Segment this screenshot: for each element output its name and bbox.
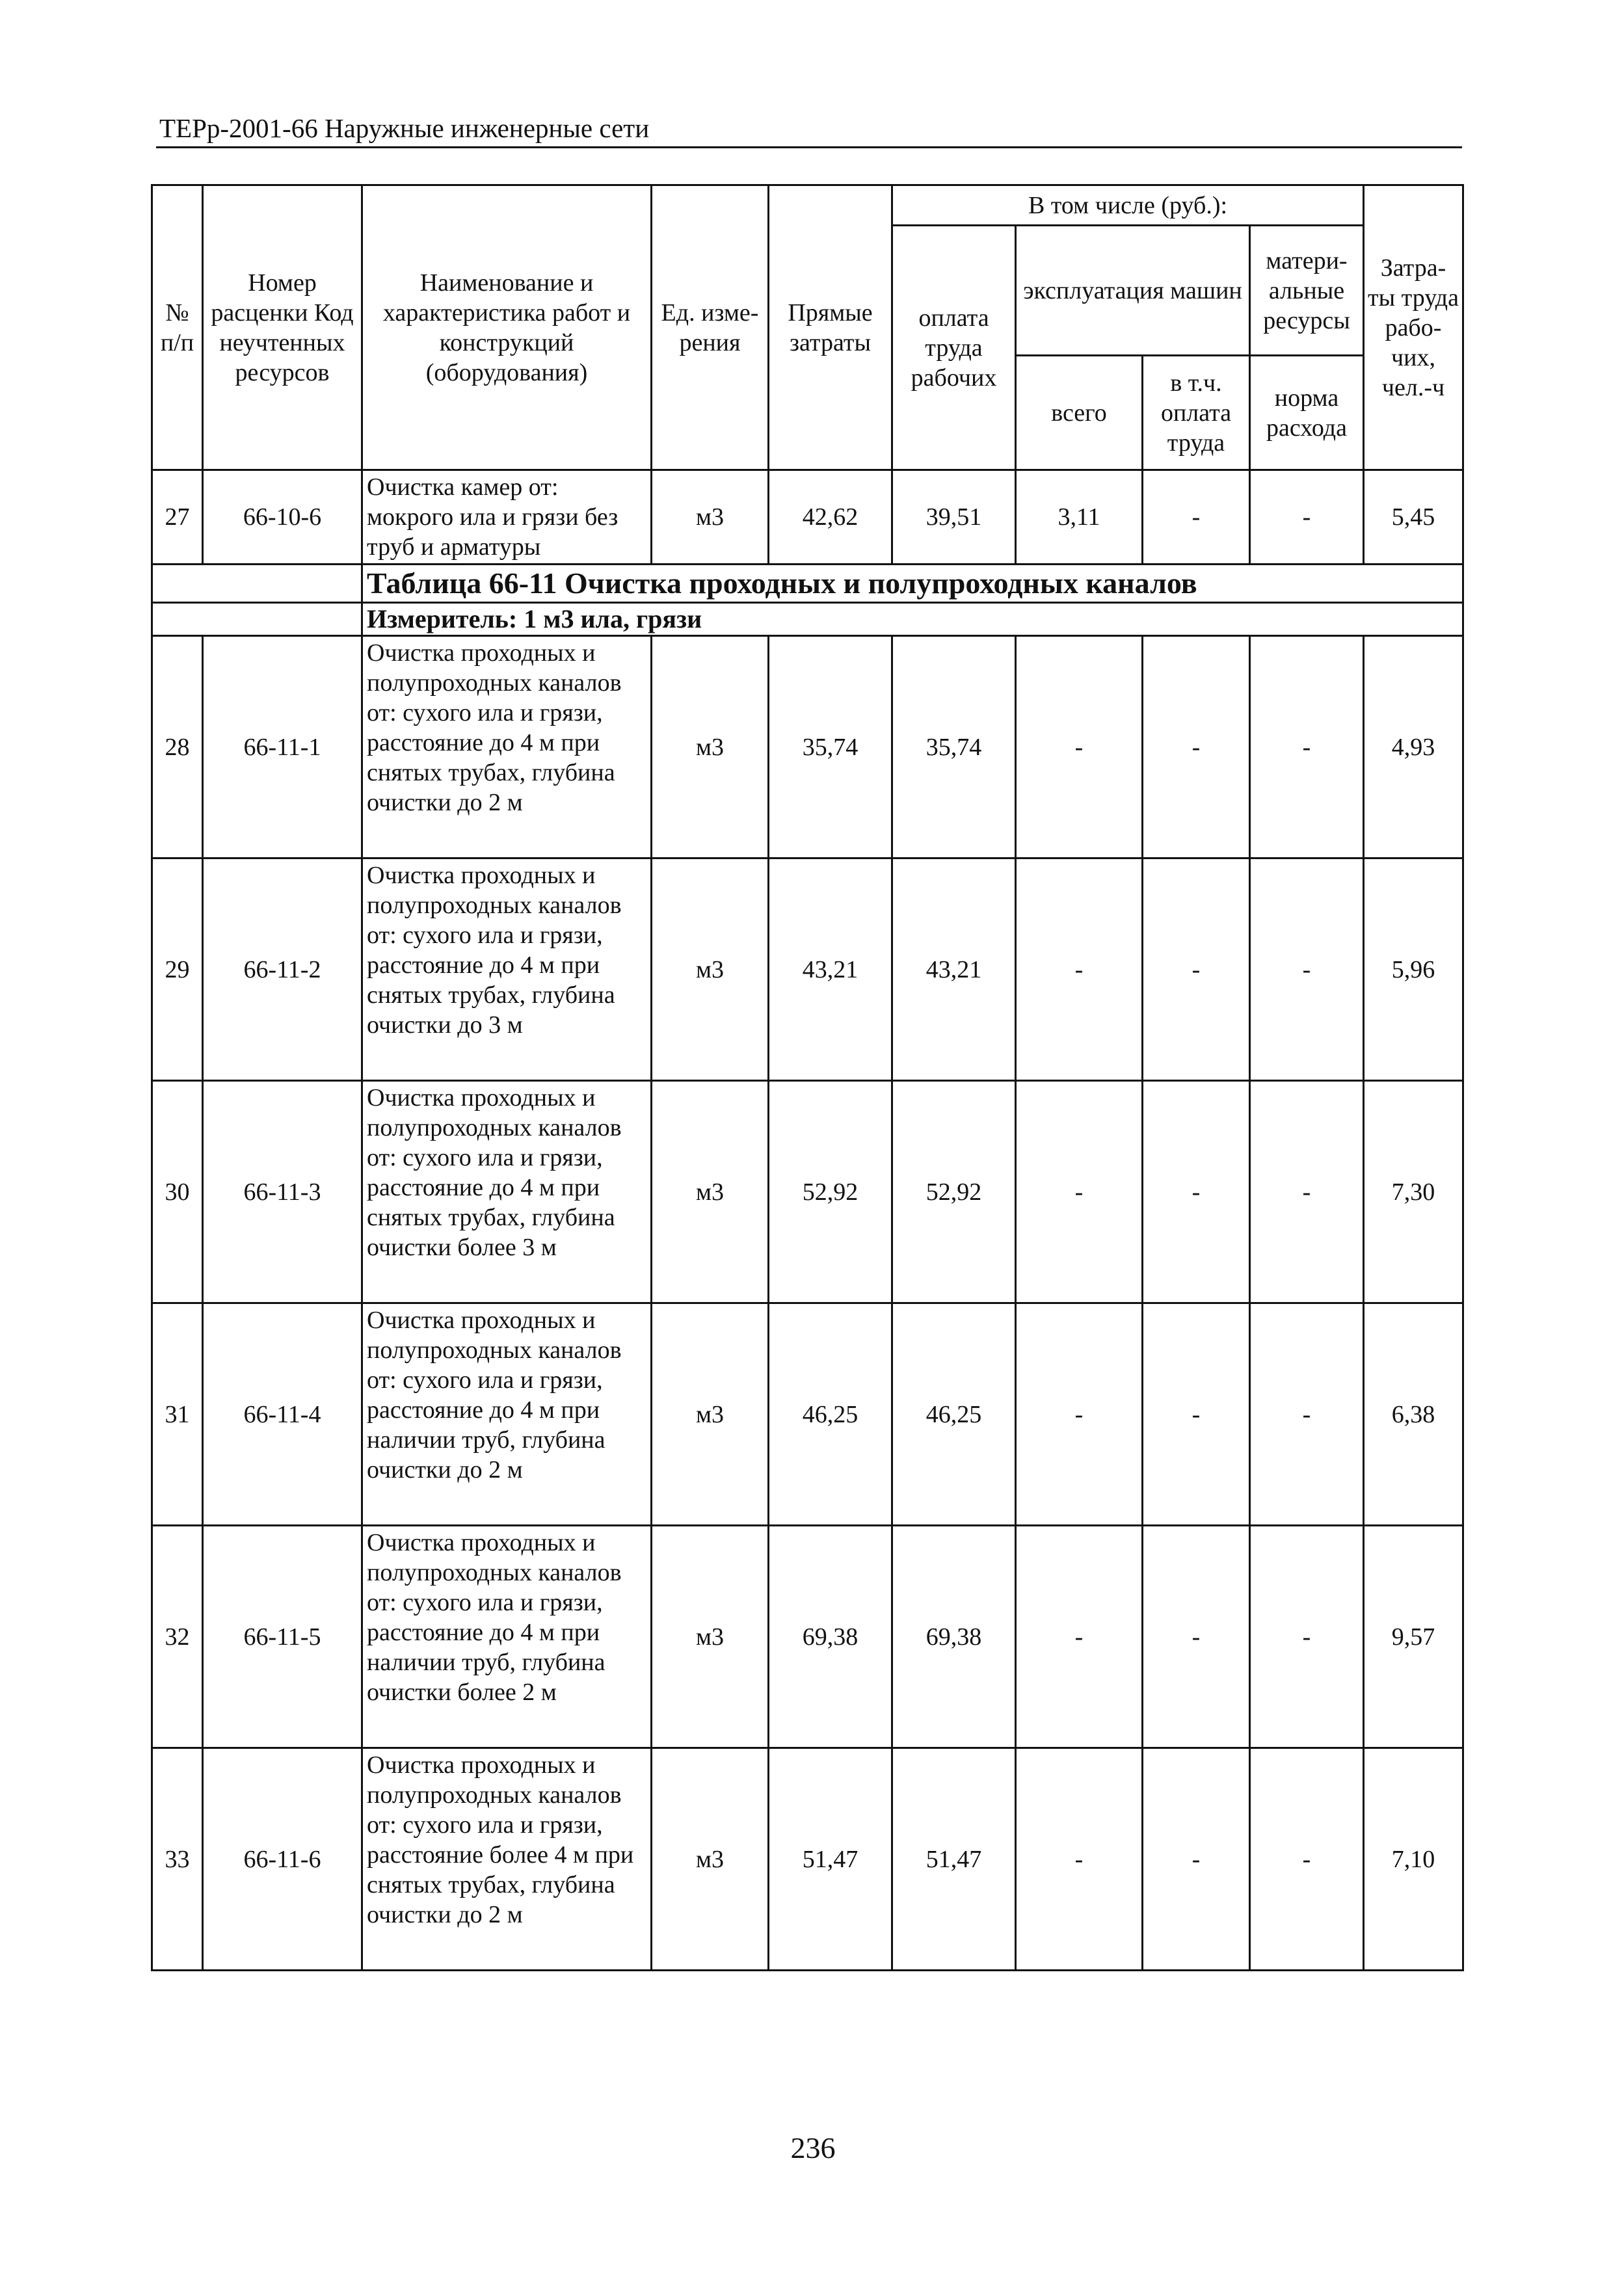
col-header-name: Наименование и характеристика работ и конструкций (оборудования) xyxy=(362,185,652,470)
col-header-labor-pay: оплата труда рабочих xyxy=(892,226,1016,470)
cell-mat: - xyxy=(1250,858,1364,1081)
cell-code: 66-11-6 xyxy=(203,1748,362,1971)
cell-mach: - xyxy=(1016,1526,1143,1748)
cell-direct: 42,62 xyxy=(769,470,892,565)
cell-unit: м3 xyxy=(652,858,769,1081)
cell-unit: м3 xyxy=(652,1526,769,1748)
meter-spacer xyxy=(152,603,362,636)
cell-code: 66-10-6 xyxy=(203,470,362,565)
cell-code: 66-11-2 xyxy=(203,858,362,1081)
cell-mach: 3,11 xyxy=(1016,470,1143,565)
cell-name: Очистка проходных и полупроходных каналов от: сухого ила и грязи, расстояние до 4 м при наличии труб, глубина очистки до 2 м xyxy=(362,1303,652,1526)
col-header-machines: эксплуатация машин xyxy=(1016,226,1250,356)
cell-num: 32 xyxy=(152,1526,203,1748)
col-header-machines-total: всего xyxy=(1016,356,1143,470)
cell-name: Очистка проходных и полупроходных каналов от: сухого ила и грязи, расстояние до 4 м при снятых трубах, глубина очистки более 3 м xyxy=(362,1081,652,1303)
cell-direct: 69,38 xyxy=(769,1526,892,1748)
col-header-direct: Прямые затраты xyxy=(769,185,892,470)
cell-mat: - xyxy=(1250,1081,1364,1303)
cell-num: 27 xyxy=(152,470,203,565)
cell-labor: 5,45 xyxy=(1364,470,1463,565)
cell-labor: 7,30 xyxy=(1364,1081,1463,1303)
table-row xyxy=(152,636,1463,858)
cell-mach: - xyxy=(1016,1303,1143,1526)
cell-direct: 43,21 xyxy=(769,858,892,1081)
cell-direct: 35,74 xyxy=(769,636,892,858)
cell-mach-pay: - xyxy=(1143,470,1250,565)
page-number: 236 xyxy=(790,2131,836,2164)
cell-unit: м3 xyxy=(652,470,769,565)
col-header-code: Номер расценки Код неучтенных ресурсов xyxy=(203,185,362,470)
table-row xyxy=(152,1748,1463,1971)
cell-name: Очистка проходных и полупроходных каналов от: сухого ила и грязи, расстояние до 4 м при снятых трубах, глубина очистки до 2 м xyxy=(362,636,652,858)
cell-mat: - xyxy=(1250,470,1364,565)
col-header-materials-norm: норма расхода xyxy=(1250,356,1364,470)
cell-name: Очистка проходных и полупроходных каналов от: сухого ила и грязи, расстояние до 4 м при наличии труб, глубина очистки более 2 м xyxy=(362,1526,652,1748)
cell-mach: - xyxy=(1016,1081,1143,1303)
cell-mat: - xyxy=(1250,636,1364,858)
col-header-machines-labor: в т.ч. оплата труда xyxy=(1143,356,1250,470)
cell-code: 66-11-1 xyxy=(203,636,362,858)
section-title: Таблица 66-11 Очистка проходных и полупроходных каналов xyxy=(362,565,1463,603)
cell-mat: - xyxy=(1250,1303,1364,1526)
col-header-labor-cost: Затра- ты труда рабо- чих, чел.-ч xyxy=(1364,185,1463,470)
cell-unit: м3 xyxy=(652,1081,769,1303)
cell-unit: м3 xyxy=(652,1303,769,1526)
table-row xyxy=(152,470,1463,565)
cell-pay: 46,25 xyxy=(892,1303,1016,1526)
col-header-materials: матери- альные ресурсы xyxy=(1250,226,1364,356)
table-row xyxy=(152,1526,1463,1748)
cell-mach: - xyxy=(1016,858,1143,1081)
table-row xyxy=(152,858,1463,1081)
cell-labor: 7,10 xyxy=(1364,1748,1463,1971)
cell-name: Очистка проходных и полупроходных каналов от: сухого ила и грязи, расстояние до 4 м при снятых трубах, глубина очистки до 3 м xyxy=(362,858,652,1081)
cell-unit: м3 xyxy=(652,636,769,858)
cell-pay: 35,74 xyxy=(892,636,1016,858)
cell-unit: м3 xyxy=(652,1748,769,1971)
cell-direct: 51,47 xyxy=(769,1748,892,1971)
col-header-unit: Ед. изме- рения xyxy=(652,185,769,470)
cell-pay: 43,21 xyxy=(892,858,1016,1081)
cell-pay: 39,51 xyxy=(892,470,1016,565)
cell-mat: - xyxy=(1250,1748,1364,1971)
document-header: ТЕРр-2001-66 Наружные инженерные сети xyxy=(159,113,650,143)
table-row xyxy=(152,1081,1463,1303)
col-header-including: В том числе (руб.): xyxy=(892,185,1364,226)
section-meter: Измеритель: 1 м3 ила, грязи xyxy=(362,603,1463,636)
cell-direct: 46,25 xyxy=(769,1303,892,1526)
cell-code: 66-11-5 xyxy=(203,1526,362,1748)
cell-mach-pay: - xyxy=(1143,1748,1250,1971)
cell-num: 30 xyxy=(152,1081,203,1303)
cell-pay: 52,92 xyxy=(892,1081,1016,1303)
cell-mach-pay: - xyxy=(1143,1081,1250,1303)
cell-mach-pay: - xyxy=(1143,1526,1250,1748)
cell-labor: 9,57 xyxy=(1364,1526,1463,1748)
cell-pay: 69,38 xyxy=(892,1526,1016,1748)
cell-code: 66-11-3 xyxy=(203,1081,362,1303)
cell-num: 29 xyxy=(152,858,203,1081)
cell-mach-pay: - xyxy=(1143,636,1250,858)
table-row xyxy=(152,1303,1463,1526)
cell-mach: - xyxy=(1016,1748,1143,1971)
section-spacer xyxy=(152,565,362,603)
cell-labor: 5,96 xyxy=(1364,858,1463,1081)
cell-labor: 6,38 xyxy=(1364,1303,1463,1526)
cell-name: Очистка проходных и полупроходных каналов от: сухого ила и грязи, расстояние более 4 м при снятых трубах, глубина очистки до 2 м xyxy=(362,1748,652,1971)
cell-labor: 4,93 xyxy=(1364,636,1463,858)
cell-mach-pay: - xyxy=(1143,1303,1250,1526)
header-rule xyxy=(156,146,1462,148)
col-header-num: № п/п xyxy=(152,185,203,470)
cell-mat: - xyxy=(1250,1526,1364,1748)
rates-table xyxy=(151,184,1464,1971)
cell-code: 66-11-4 xyxy=(203,1303,362,1526)
cell-name: Очистка камер от: мокрого ила и грязи без труб и арматуры xyxy=(362,470,652,565)
cell-num: 28 xyxy=(152,636,203,858)
cell-num: 31 xyxy=(152,1303,203,1526)
cell-pay: 51,47 xyxy=(892,1748,1016,1971)
cell-num: 33 xyxy=(152,1748,203,1971)
cell-mach: - xyxy=(1016,636,1143,858)
cell-mach-pay: - xyxy=(1143,858,1250,1081)
cell-direct: 52,92 xyxy=(769,1081,892,1303)
